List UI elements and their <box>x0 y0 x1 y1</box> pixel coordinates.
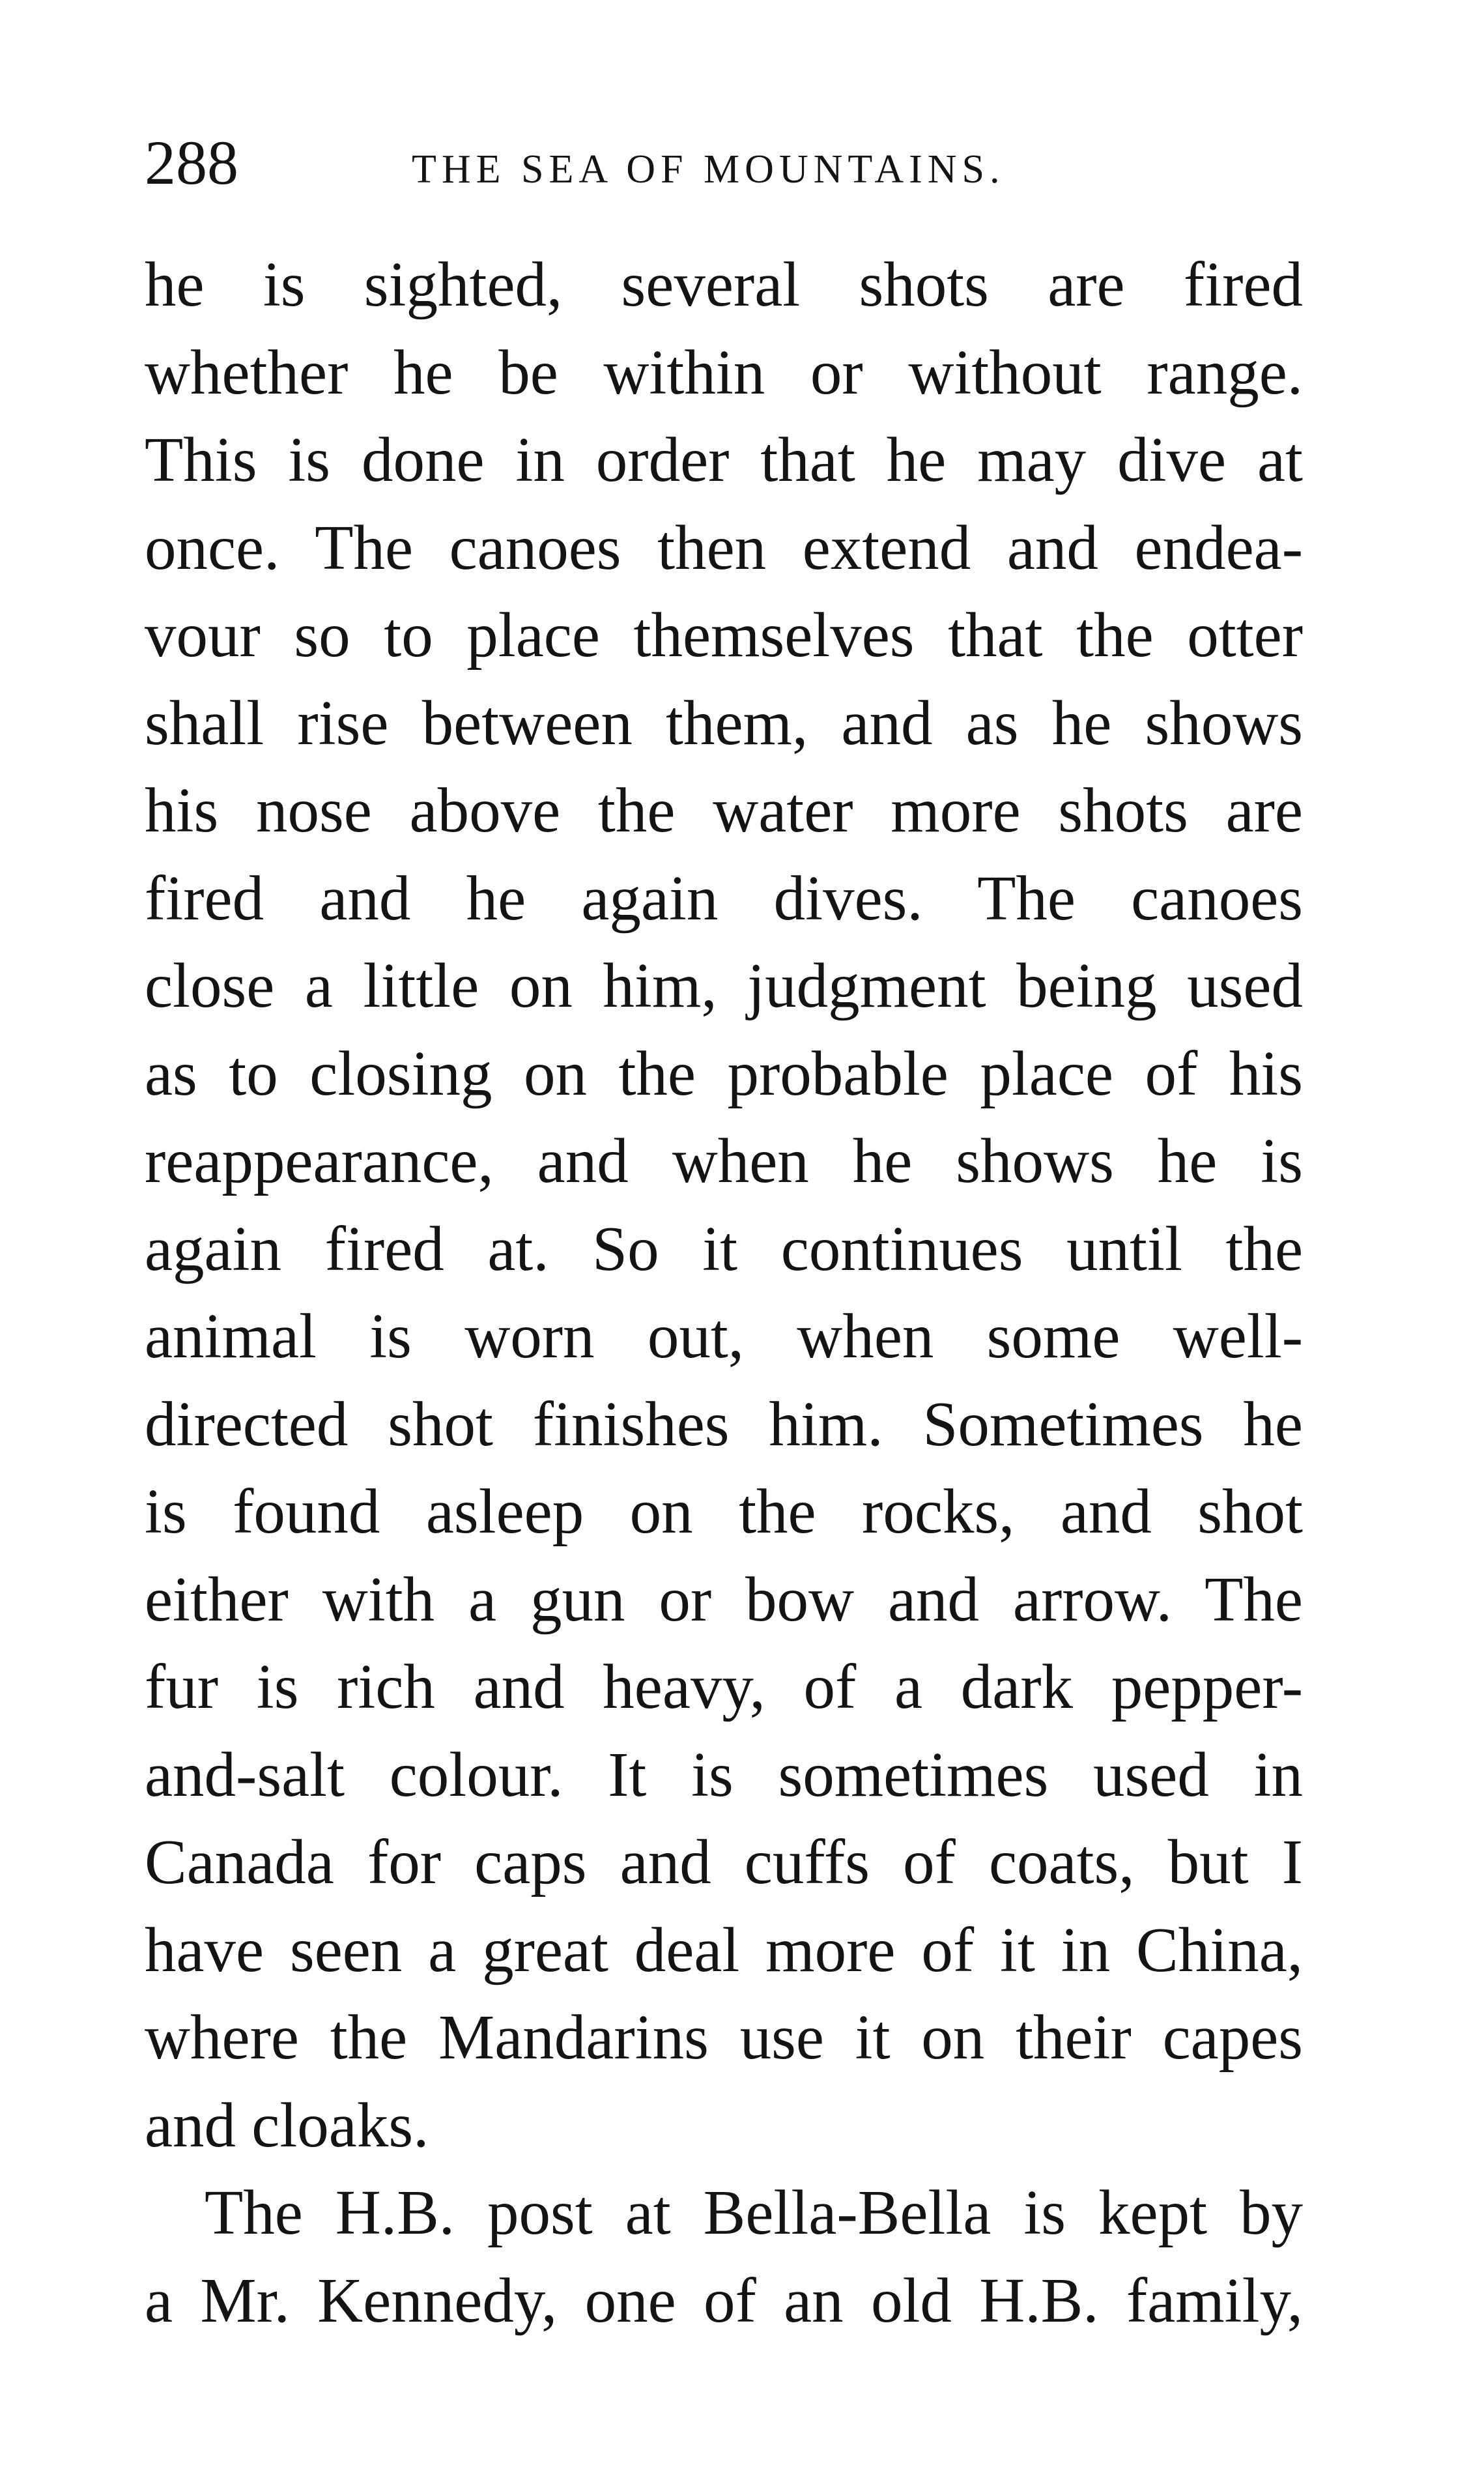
text-line: where the Mandarins use it on their capes <box>145 2002 1303 2072</box>
text-line: as to closing on the probable place of his <box>145 1038 1303 1108</box>
text-line: whether he be within or without range. <box>145 337 1303 407</box>
text-line: close a little on him, judgment being used <box>145 951 1303 1020</box>
text-line: a Mr. Kennedy, one of an old H.B. family, <box>145 2265 1303 2335</box>
text-line: vour so to place themselves that the otter <box>145 600 1303 670</box>
text-line: again fired at. So it continues until the <box>145 1213 1303 1284</box>
text-line: and-salt colour. It is sometimes used in <box>145 1739 1303 1810</box>
text-line: is found asleep on the rocks, and shot <box>145 1477 1303 1546</box>
running-head: THE SEA OF MOUNTAINS. <box>412 147 1005 192</box>
paragraph-end-line: and cloaks. <box>145 2090 429 2160</box>
text-line: fur is rich and heavy, of a dark pepper- <box>145 1652 1303 1722</box>
body-text <box>145 241 1303 2344</box>
text-line: This is done in order that he may dive at <box>145 425 1303 495</box>
text-line: animal is worn out, when some well- <box>145 1301 1303 1371</box>
paragraph-first-line: The H.B. post at Bella-Bella is kept by <box>205 2178 1303 2247</box>
text-line: Canada for caps and cuffs of coats, but I <box>145 1827 1303 1897</box>
page-header <box>145 127 1304 199</box>
text-line: shall rise between them, and as he shows <box>145 687 1303 758</box>
text-line: have seen a great deal more of it in China, <box>145 1914 1303 1985</box>
text-line: either with a gun or bow and arrow. The <box>145 1564 1303 1634</box>
text-line: once. The canoes then extend and endea- <box>145 512 1303 583</box>
text-line: fired and he again dives. The canoes <box>145 863 1303 933</box>
page-number: 288 <box>145 128 238 197</box>
text-line: directed shot finishes him. Sometimes he <box>145 1389 1303 1459</box>
text-line: reappearance, and when he shows he is <box>145 1126 1303 1196</box>
text-line: his nose above the water more shots are <box>145 775 1303 845</box>
text-line: he is sighted, several shots are fired <box>145 250 1303 319</box>
